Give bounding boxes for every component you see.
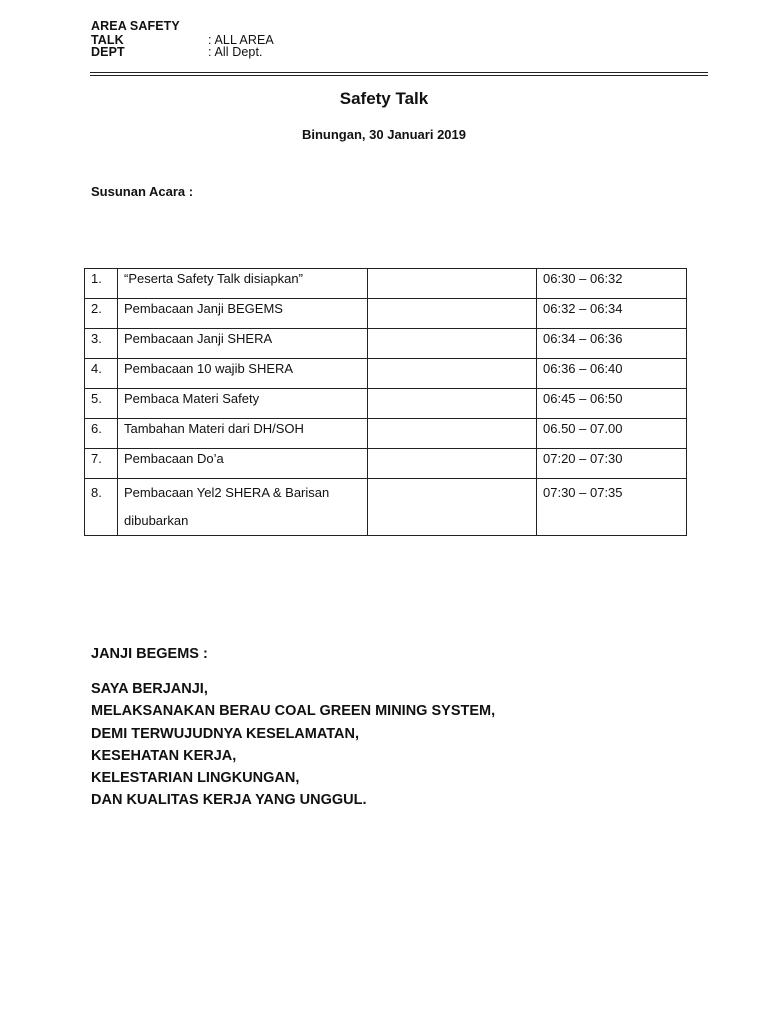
row-time: 06:34 – 06:36 [537,329,687,359]
table-row [85,359,687,389]
janji-line: KESEHATAN KERJA, [91,747,237,764]
row-activity-line: Pembacaan Yel2 SHERA & Barisan [124,485,330,500]
janji-line: KELESTARIAN LINGKUNGAN, [91,770,300,787]
agenda-label: Susunan Acara : [91,184,194,199]
row-activity: Pembacaan Janji BEGEMS [118,299,368,329]
page-title: Safety Talk [339,89,429,108]
row-time: 06:32 – 06:34 [537,299,687,329]
row-activity-line: dibubarkan [124,513,189,528]
table-row [85,479,687,536]
row-activity: Tambahan Materi dari DH/SOH [118,419,368,449]
row-blank-cell [368,389,537,419]
table-row [85,329,687,359]
row-number: 4. [85,359,118,389]
table-row [85,389,687,419]
row-activity: Pembacaan Do’a [118,449,368,479]
row-blank-cell [368,479,537,536]
row-number: 2. [85,299,118,329]
table-row [85,269,687,299]
row-time: 07:30 – 07:35 [537,479,687,536]
row-number: 1. [85,269,118,299]
row-number: 3. [85,329,118,359]
row-time: 06:30 – 06:32 [537,269,687,299]
area-label: AREA SAFETY TALK [91,19,180,47]
row-activity: Pembacaan Janji SHERA [118,329,368,359]
area-row [91,19,274,47]
row-blank-cell [368,269,537,299]
row-activity: Pembaca Materi Safety [118,389,368,419]
row-number: 5. [85,389,118,419]
row-blank-cell [368,419,537,449]
janji-title: JANJI BEGEMS : [91,646,208,662]
row-blank-cell [368,329,537,359]
janji-text [91,678,495,812]
janji-line: DAN KUALITAS KERJA YANG UNGGUL. [91,792,367,809]
row-activity: “Peserta Safety Talk disiapkan” [118,269,368,299]
dept-label: DEPT [91,45,125,59]
row-activity: Pembacaan 10 wajib SHERA [118,359,368,389]
row-blank-cell [368,449,537,479]
table-row [85,299,687,329]
row-blank-cell [368,299,537,329]
row-time: 06:45 – 06:50 [537,389,687,419]
table-row [85,449,687,479]
janji-line: SAYA BERJANJI, [91,681,208,697]
row-time: 06.50 – 07.00 [537,419,687,449]
row-time: 06:36 – 06:40 [537,359,687,389]
row-blank-cell [368,359,537,389]
janji-line: DEMI TERWUJUDNYA KESELAMATAN, [91,725,359,742]
dept-value: : All Dept. [208,45,263,59]
dateline: Binungan, 30 Januari 2019 [301,127,466,142]
janji-line: MELAKSANAKAN BERAU COAL GREEN MINING SYSTEM, [91,703,496,720]
row-number: 7. [85,449,118,479]
header-divider-bottom [90,75,708,76]
header-divider-top [90,72,708,73]
dept-row [91,45,263,59]
table-row [85,419,687,449]
row-number: 8. [85,479,118,536]
row-time: 07:20 – 07:30 [537,449,687,479]
area-value: : ALL AREA [208,33,274,47]
row-activity [118,479,368,536]
agenda-table [84,268,687,536]
row-number: 6. [85,419,118,449]
